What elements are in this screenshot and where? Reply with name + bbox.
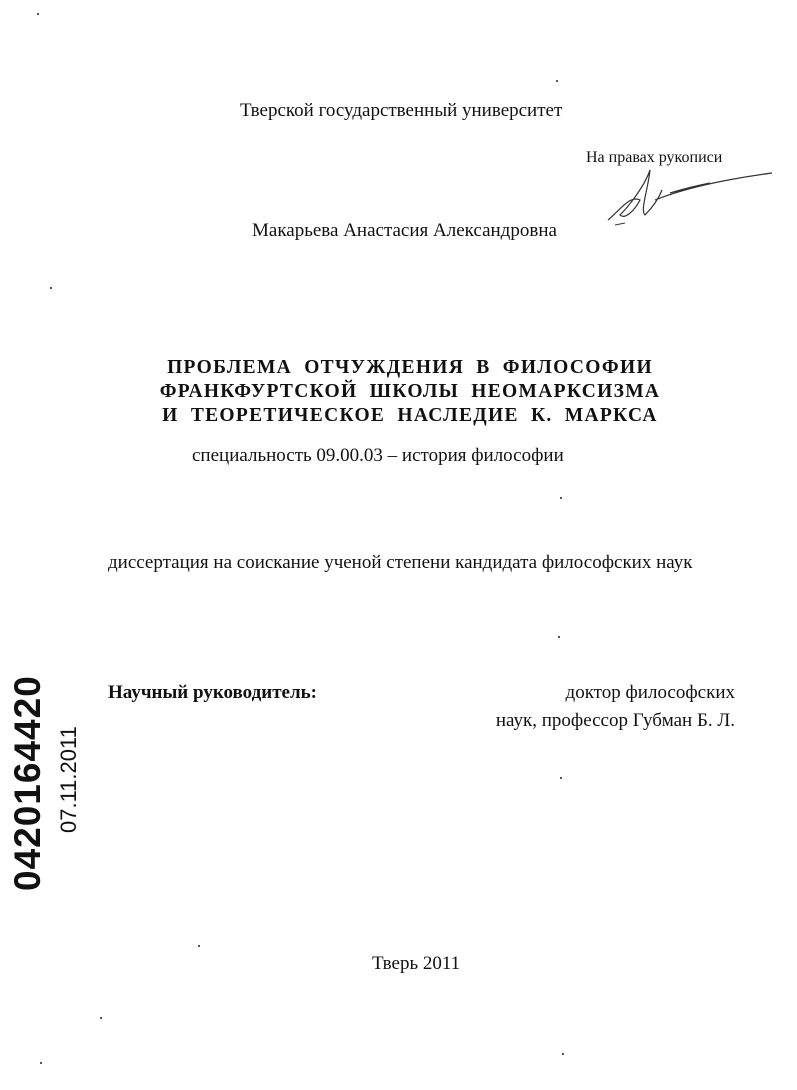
scan-speck [558, 636, 560, 638]
supervisor-label: Научный руководитель: [108, 682, 317, 703]
title-line-3: И ТЕОРЕТИЧЕСКОЕ НАСЛЕДИЕ К. МАРКСА [162, 405, 658, 426]
supervisor-line-1: доктор философских [565, 682, 735, 703]
stamp-number: 0420164420 [7, 675, 48, 891]
place-year: Тверь 2011 [372, 953, 461, 974]
title-line-2: ФРАНКФУРТСКОЙ ШКОЛЫ НЕОМАРКСИЗМА [159, 381, 661, 402]
scan-speck [50, 287, 52, 289]
scan-speck [560, 497, 562, 499]
supervisor-line-2: наук, профессор Губман Б. Л. [495, 710, 735, 731]
title-line-1: ПРОБЛЕМА ОТЧУЖДЕНИЯ В ФИЛОСОФИИ [167, 357, 653, 378]
scan-speck [556, 80, 558, 82]
scan-speck [37, 13, 39, 15]
scan-speck [560, 777, 562, 779]
scan-speck [40, 1062, 42, 1064]
author-name: Макарьева Анастасия Александровна [252, 220, 557, 241]
signature-icon [600, 165, 780, 235]
scan-speck [198, 945, 200, 947]
degree: диссертация на соискание ученой степени кандидата философских наук [108, 552, 693, 573]
scan-speck [562, 1053, 564, 1055]
university-name: Тверской государственный университет [240, 100, 563, 121]
manuscript-note: На правах рукописи [586, 149, 723, 166]
specialty: специальность 09.00.03 – история философии [192, 445, 564, 466]
scan-speck [100, 1017, 102, 1019]
stamp-date: 07.11.2011 [56, 726, 81, 833]
